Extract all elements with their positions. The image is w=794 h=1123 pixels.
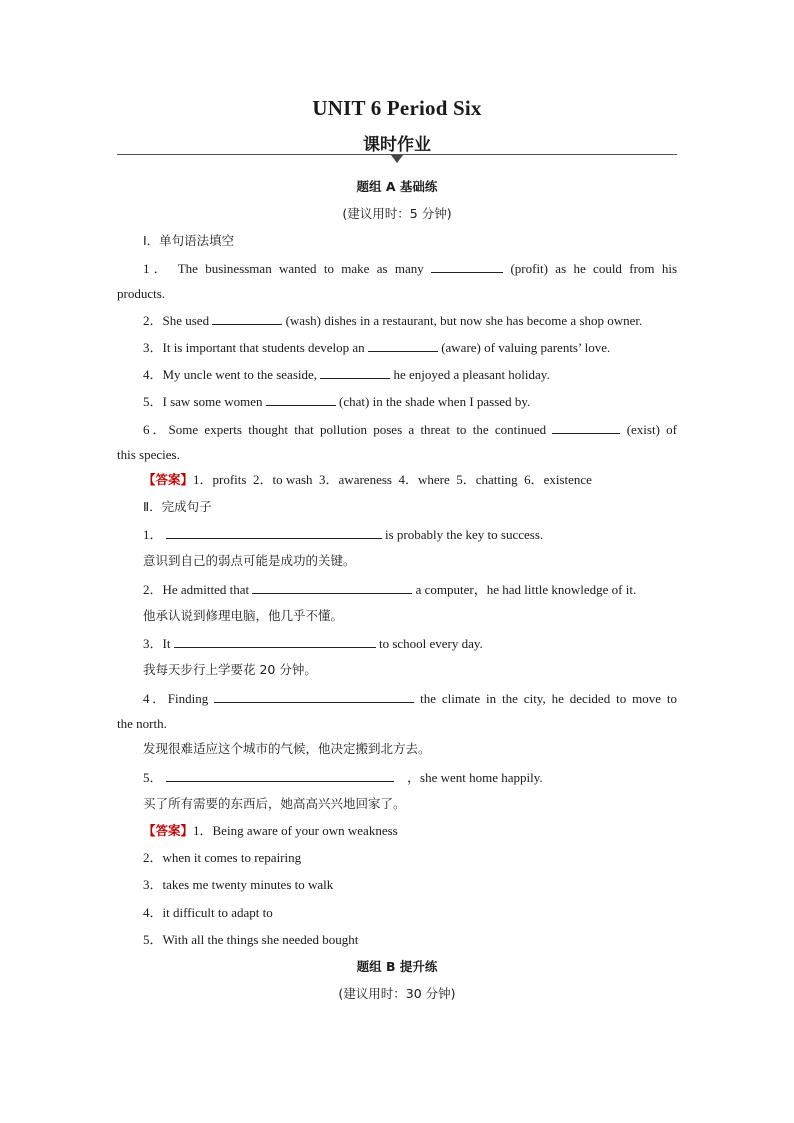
ii-q1-text-a: 1． [143,527,163,542]
section-i-q6 [143,421,677,438]
section-i-q1-cont: products. [117,286,166,301]
page-subtitle: 课时作业 [363,135,431,155]
section-ii-q1 [143,526,677,543]
q5-text-b: (chat) in the shade when I passed by. [339,394,531,409]
group-a-time: (建议用时：5 分钟) [342,206,452,221]
group-b-heading: 题组 B 提升练 [356,959,438,974]
section-i-q1 [143,260,677,277]
section-ii-answer-1-text: 1．Being aware of your own weakness [193,823,398,838]
ii-q5-text-b: ，she went home happily. [407,770,543,785]
q1-text-b: (profit) as he could from his [510,261,678,276]
q3-blank [368,339,438,352]
q6-text-b: (exist) of [626,422,678,437]
section-ii-q5-cn: 买了所有需要的东西后，她高高兴兴地回家了。 [143,796,406,811]
section-ii-q3 [143,635,677,652]
section-ii-q3-cn: 我每天步行上学要花 20 分钟。 [143,662,317,677]
group-a-heading: 题组 A 基础练 [356,179,438,194]
q3-text-a: 3．It is important that students develop an [143,340,365,355]
ii-q2-text-b: a computer，he had little knowledge of it. [415,582,637,597]
answer-tag: 【答案】 [143,823,194,838]
section-ii-answer-5: 5．With all the things she needed bought [143,932,359,947]
section-i-q5 [143,393,677,410]
section-i-q6-cont: this species. [117,447,180,462]
q5-blank [266,393,336,406]
q2-text-b: (wash) dishes in a restaurant, but now she has become a shop owner. [285,313,643,328]
section-ii-heading: Ⅱ．完成句子 [143,499,212,514]
section-ii-q5 [143,769,677,786]
ii-q5-blank [166,769,394,782]
q1-blank [431,260,503,273]
ii-q3-text-a: 3．It [143,636,171,651]
section-ii-answer-4: 4．it difficult to adapt to [143,905,273,920]
ii-q4-text-a: 4．Finding [143,691,209,706]
section-i-q2 [143,312,677,329]
section-i-q4 [143,366,677,383]
q2-text-a: 2．She used [143,313,210,328]
q3-text-b: (aware) of valuing parents’ love. [441,340,611,355]
section-ii-q1-cn: 意识到自己的弱点可能是成功的关键。 [143,553,356,568]
q4-text-a: 4．My uncle went to the seaside, [143,367,318,382]
ii-q3-blank [174,635,376,648]
ii-q4-blank [214,690,414,703]
ii-q4-text-b: the climate in the city, he decided to move to [420,691,677,706]
q4-blank [320,366,390,379]
ii-q1-blank [166,526,382,539]
section-ii-q4 [143,690,677,707]
q5-text-a: 5．I saw some women [143,394,263,409]
page-title: UNIT 6 Period Six [312,96,482,120]
section-i-answer [143,472,677,488]
section-i-answer-text: 1．profits 2．to wash 3．awareness 4．where 5．chatting 6．existence [193,472,592,487]
section-ii-q2-cn: 他承认说到修理电脑，他几乎不懂。 [143,608,344,623]
ii-q2-blank [252,581,412,594]
section-ii-q4-cn: 发现很难适应这个城市的气候，他决定搬到北方去。 [143,741,431,756]
ii-q3-text-b: to school every day. [378,636,483,651]
q4-text-b: he enjoyed a pleasant holiday. [393,367,550,382]
section-ii-q2 [143,581,677,598]
q6-text-a: 6．Some experts thought that pollution poses a threat to the continued [143,422,547,437]
group-b-time: (建议用时：30 分钟) [338,986,456,1001]
section-ii-q4-cont: the north. [117,716,167,731]
section-i-q3 [143,339,677,356]
q2-blank [212,312,282,325]
triangle-marker-icon [391,155,403,163]
q6-blank [552,421,620,434]
ii-q2-text-a: 2．He admitted that [143,582,250,597]
q1-text-a: 1． The businessman wanted to make as many [143,261,424,276]
section-ii-answer-1 [143,823,677,839]
ii-q5-text-a: 5． [143,770,163,785]
section-ii-answer-3: 3．takes me twenty minutes to walk [143,877,334,892]
section-i-heading: Ⅰ．单句语法填空 [143,233,235,248]
ii-q1-text-b: is probably the key to success. [385,527,544,542]
answer-tag: 【答案】 [143,472,194,487]
section-ii-answer-2: 2．when it comes to repairing [143,850,302,865]
